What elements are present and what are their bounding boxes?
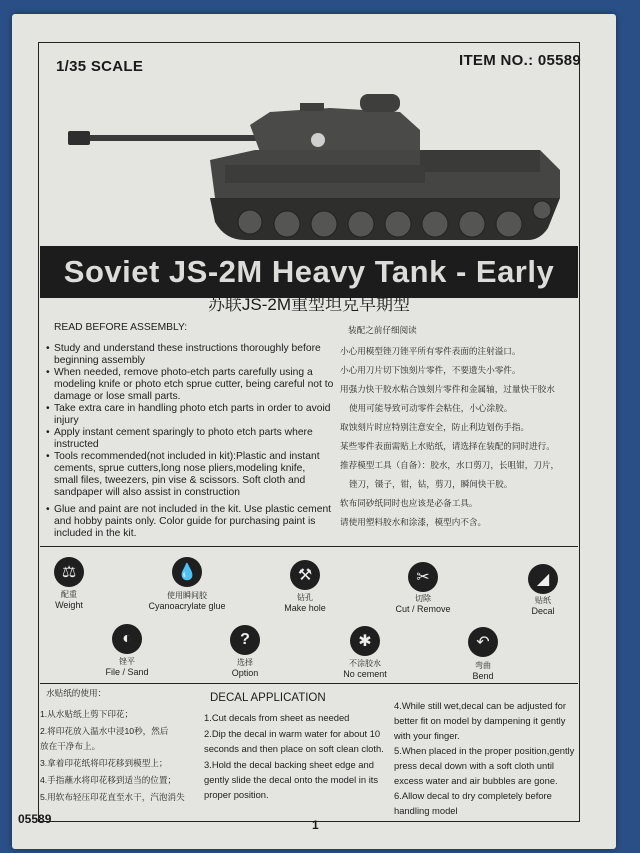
list-item: better fit on model by dampening it gently <box>394 715 566 726</box>
drill-zh: 钻孔 <box>297 593 313 602</box>
list-item: 4.手指蘸水将印花移到适当的位置； <box>40 775 177 785</box>
decal-icon: ◢ <box>528 564 558 594</box>
section-divider <box>40 546 578 547</box>
list-item: 2.将印花放入温水中浸10秒，然后 <box>40 726 169 736</box>
glue-label: Cyanoacrylate glue <box>148 601 226 611</box>
list-item: 1.Cut decals from sheet as needed <box>204 712 350 723</box>
list-item: Study and understand these instructions thoroughly before <box>54 343 321 354</box>
list-item: • <box>46 451 50 462</box>
list-item: • <box>46 427 50 438</box>
list-item: handling model <box>394 805 458 816</box>
list-item: • <box>46 343 50 354</box>
list-item: 软布同砂纸同时也应该是必备工具。 <box>340 498 478 508</box>
list-item: excess water and air bubbles are gone. <box>394 775 558 786</box>
weight-zh: 配重 <box>61 590 77 599</box>
cut-zh: 切除 <box>415 594 431 603</box>
list-item: When needed, remove photo-etch parts carefully using a <box>54 367 313 378</box>
list-item: Tools recommended(not included in kit):Plastic and instant <box>54 451 320 462</box>
list-item: beginning assembly <box>54 355 146 366</box>
list-item: seconds and then place on soft clean cloth. <box>204 743 384 754</box>
drill-label: Make hole <box>284 603 326 613</box>
list-item: 5.When placed in the proper position,gently <box>394 745 575 756</box>
list-item: 3.Hold the decal backing sheet edge and <box>204 759 374 770</box>
glue-icon: 💧 <box>172 557 202 587</box>
list-item: 使用可能导致可动零件会粘住，小心涂胶。 <box>349 403 513 413</box>
list-item: Apply instant cement sparingly to photo etch parts where <box>54 427 313 438</box>
list-item: included in the kit. <box>54 528 137 539</box>
list-item: 取蚀刻片时应特别注意安全，防止利边划伤手指。 <box>340 422 530 432</box>
list-item: Glue and paint are not included in the kit. Use plastic cement <box>54 504 332 515</box>
list-item: 用强力快干胶水粘合蚀刻片零件和金属轴，过量快干胶水 <box>340 384 555 394</box>
list-item: press decal down with a soft cloth until <box>394 760 554 771</box>
zh-decal-heading: 水贴纸的使用： <box>46 688 107 698</box>
list-item: • <box>46 367 50 378</box>
product-title-zh: 苏联JS-2M重型坦克早期型 <box>207 295 411 314</box>
cut-label: Cut / Remove <box>395 604 451 614</box>
file-zh: 锉平 <box>119 657 135 666</box>
scale-label: 1/35 SCALE <box>56 58 144 75</box>
list-item: 6.Allow decal to dry completely before <box>394 790 552 801</box>
list-item: sandpaper will also assist in construction <box>54 487 241 498</box>
list-item: injury <box>54 415 79 426</box>
page-number: 1 <box>312 818 319 832</box>
drill-icon: ⚒ <box>290 560 320 590</box>
list-item: 请使用塑料胶水和涂漆，模型内不含。 <box>340 517 487 527</box>
list-item: instructed <box>54 439 99 450</box>
option-icon: ? <box>230 625 260 655</box>
no-cement-label: No cement <box>343 669 387 679</box>
read-before-heading: READ BEFORE ASSEMBLY: <box>54 322 188 333</box>
product-title: Soviet JS-2M Heavy Tank - Early <box>63 254 555 289</box>
list-item: 锉刀，镊子，钳，钻，剪刀，瞬间快干胶。 <box>349 479 513 489</box>
footer-item-number: 05589 <box>18 812 52 826</box>
weight-icon: ⚖ <box>54 557 84 587</box>
list-item: proper position. <box>204 789 269 800</box>
section-divider <box>40 683 578 684</box>
list-item: 5.用软布轻压印花直至水干，汽泡消失 <box>40 792 185 802</box>
list-item: gently slide the decal onto the model in its <box>204 774 379 785</box>
no-cement-icon: ✱ <box>350 626 380 656</box>
list-item: • <box>46 504 50 515</box>
list-item: 推荐模型工具（自备）：胶水，水口剪刀，长咀钳，刀片， <box>340 460 560 470</box>
list-item: Take extra care in handling photo etch parts in order to avoid <box>54 403 331 414</box>
file-label: File / Sand <box>105 667 149 677</box>
item-number: ITEM NO.: 05589 <box>459 52 582 69</box>
list-item: cements, sprue cutters,long nose pliers,modeling knife, <box>54 463 306 474</box>
list-item: 小心用刀片切下蚀刻片零件，不要遗失小零件。 <box>340 365 521 375</box>
list-item: small files, tweezers, pin vise & scissors. Soft cloth and <box>54 475 306 486</box>
option-zh: 选择 <box>237 658 253 667</box>
option-label: Option <box>231 668 259 678</box>
decal-label: Decal <box>531 606 555 616</box>
glue-zh: 使用瞬间胶 <box>167 591 207 600</box>
bend-label: Bend <box>472 671 494 681</box>
list-item: with your finger. <box>394 730 460 741</box>
list-item: • <box>46 403 50 414</box>
cut-icon: ✂ <box>408 562 438 592</box>
list-item: 4.While still wet,decal can be adjusted for <box>394 700 566 711</box>
file-icon: ◐ <box>112 624 142 654</box>
zh-notes-heading: 装配之前仔细阅读 <box>348 325 417 335</box>
list-item: damage or lose small parts. <box>54 391 181 402</box>
list-item: 2.Dip the decal in warm water for about 10 <box>204 728 381 739</box>
decal-heading: DECAL APPLICATION <box>210 692 326 704</box>
list-item: 1.从水贴纸上剪下印花； <box>40 709 134 719</box>
list-item: and hobby paints only. Color guide for purchasing paint is <box>54 516 316 527</box>
list-item: 放在干净布上。 <box>40 741 101 751</box>
weight-label: Weight <box>55 600 83 610</box>
bend-zh: 弯曲 <box>475 661 491 670</box>
list-item: modeling knife or photo etch sprue cutter, being careful not to <box>54 379 334 390</box>
list-item: 小心用模型锉刀锉平所有零件表面的注射溢口。 <box>340 346 521 356</box>
no-cement-zh: 不涂胶水 <box>349 659 381 668</box>
bend-icon: ↶ <box>468 627 498 657</box>
list-item: 某些零件表面需贴上水贴纸，请选择在装配的同时进行。 <box>340 441 555 451</box>
list-item: 3.拿着印花纸将印花移到模型上； <box>40 758 168 768</box>
decal-zh: 贴纸 <box>535 596 551 605</box>
